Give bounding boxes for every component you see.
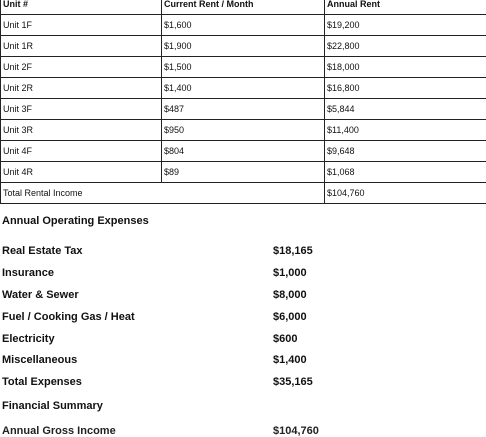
expense-value-real-estate-tax: $18,165 xyxy=(273,245,313,257)
monthly-rent-cell: $1,900 xyxy=(162,36,325,57)
unit-cell: Unit 2R xyxy=(1,78,162,99)
monthly-rent-cell: $804 xyxy=(162,141,325,162)
unit-cell: Unit 1R xyxy=(1,36,162,57)
expense-value-miscellaneous: $1,400 xyxy=(273,354,307,366)
column-header-annual-rent: Annual Rent xyxy=(325,0,486,15)
table-row xyxy=(1,141,486,162)
annual-rent-cell: $11,400 xyxy=(325,120,486,141)
table-row xyxy=(1,57,486,78)
expense-label-electricity: Electricity xyxy=(2,333,55,345)
unit-cell: Unit 2F xyxy=(1,57,162,78)
unit-cell: Unit 4R xyxy=(1,162,162,183)
annual-rent-cell: $18,000 xyxy=(325,57,486,78)
table-row xyxy=(1,15,486,36)
monthly-rent-cell: $1,600 xyxy=(162,15,325,36)
annual-rent-cell: $16,800 xyxy=(325,78,486,99)
annual-rent-cell: $5,844 xyxy=(325,99,486,120)
summary-partial-label: Annual Gross Income xyxy=(2,425,116,437)
summary-partial-value: $104,760 xyxy=(273,425,319,437)
expense-value-fuel-gas-heat: $6,000 xyxy=(273,311,307,323)
monthly-rent-cell: $487 xyxy=(162,99,325,120)
monthly-rent-cell: $1,500 xyxy=(162,57,325,78)
expense-label-real-estate-tax: Real Estate Tax xyxy=(2,245,83,257)
table-row xyxy=(1,120,486,141)
table-row xyxy=(1,78,486,99)
expense-label-water-sewer: Water & Sewer xyxy=(2,289,79,301)
table-row xyxy=(1,162,486,183)
unit-cell: Unit 3F xyxy=(1,99,162,120)
expense-value-electricity: $600 xyxy=(273,333,297,345)
financial-summary-heading: Financial Summary xyxy=(2,400,103,412)
unit-cell: Unit 4F xyxy=(1,141,162,162)
expense-value-total: $35,165 xyxy=(273,376,313,388)
annual-rent-cell: $22,800 xyxy=(325,36,486,57)
annual-rent-cell: $9,648 xyxy=(325,141,486,162)
total-rental-income-value: $104,760 xyxy=(325,183,486,204)
expense-label-miscellaneous: Miscellaneous xyxy=(2,354,77,366)
monthly-rent-cell: $89 xyxy=(162,162,325,183)
total-rental-income-label: Total Rental Income xyxy=(1,183,325,204)
table-row xyxy=(1,36,486,57)
column-header-unit: Unit # xyxy=(1,0,162,15)
monthly-rent-cell: $1,400 xyxy=(162,78,325,99)
annual-rent-cell: $19,200 xyxy=(325,15,486,36)
expense-label-insurance: Insurance xyxy=(2,267,54,279)
rental-income-table xyxy=(0,0,486,204)
total-row xyxy=(1,183,486,204)
column-header-monthly-rent: Current Rent / Month xyxy=(162,0,325,15)
unit-cell: Unit 3R xyxy=(1,120,162,141)
expense-label-fuel-gas-heat: Fuel / Cooking Gas / Heat xyxy=(2,311,135,323)
table-header-row xyxy=(1,0,486,15)
annual-rent-cell: $1,068 xyxy=(325,162,486,183)
expense-value-water-sewer: $8,000 xyxy=(273,289,307,301)
monthly-rent-cell: $950 xyxy=(162,120,325,141)
expense-label-total: Total Expenses xyxy=(2,376,82,388)
table-row xyxy=(1,99,486,120)
operating-expenses-heading: Annual Operating Expenses xyxy=(2,215,149,227)
unit-cell: Unit 1F xyxy=(1,15,162,36)
expense-value-insurance: $1,000 xyxy=(273,267,307,279)
